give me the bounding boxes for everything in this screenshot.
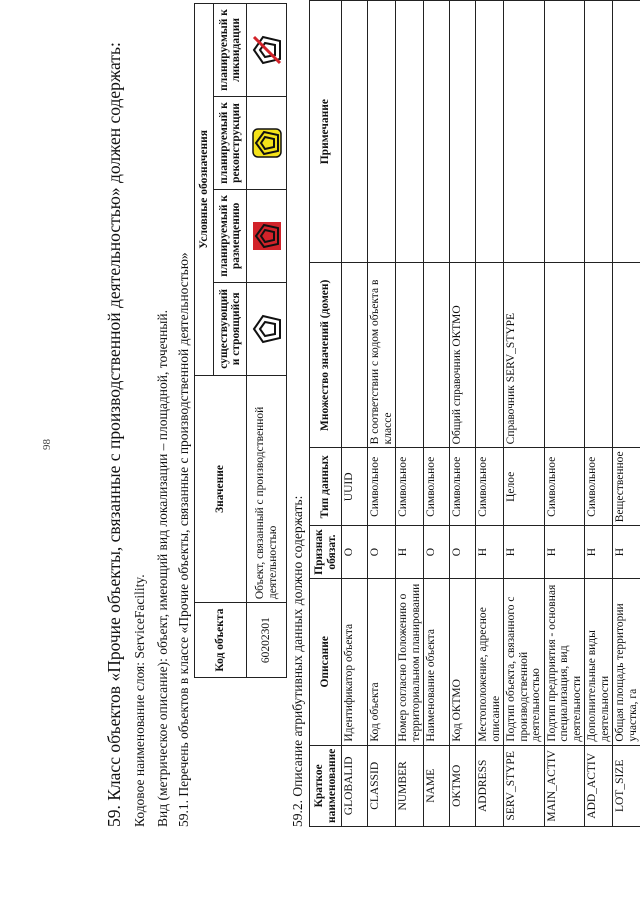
planned-placement-symbol-icon bbox=[247, 189, 287, 282]
table-row bbox=[613, 1, 640, 827]
section-title: 59. Класс объектов «Прочие объекты, связанные с производственной деятельностью» должен содержать: bbox=[104, 42, 124, 827]
cell-domain bbox=[396, 263, 424, 448]
cell-data-type: Символьное bbox=[585, 448, 613, 526]
cell-short-name: OKTMO bbox=[450, 745, 476, 826]
cell-required: Н bbox=[504, 526, 545, 579]
cell-data-type: UUID bbox=[342, 448, 368, 526]
cell-short-name: GLOBALID bbox=[342, 745, 368, 826]
cell-data-type: Символьное bbox=[368, 448, 396, 526]
table-row bbox=[424, 1, 450, 827]
cell-description: Идентификатор объекта bbox=[342, 578, 368, 745]
cell-note bbox=[342, 1, 368, 263]
cell-short-name: ADD_ACTIV bbox=[585, 745, 613, 826]
table-row bbox=[476, 1, 504, 827]
cell-domain bbox=[585, 263, 613, 448]
cell-required: Н bbox=[396, 526, 424, 579]
list-caption: 59.1. Перечень объектов в классе «Прочие объекты, связанные с производственной деятельностью» bbox=[176, 252, 191, 827]
cell-short-name: CLASSID bbox=[368, 745, 396, 826]
cell-required: Н bbox=[613, 526, 640, 579]
cell-data-type: Символьное bbox=[396, 448, 424, 526]
header-symbols: Условные обозначения bbox=[195, 4, 214, 376]
cell-domain bbox=[476, 263, 504, 448]
cell-data-type: Символьное bbox=[476, 448, 504, 526]
cell-domain bbox=[424, 263, 450, 448]
cell-domain bbox=[544, 263, 585, 448]
attributes-table bbox=[309, 0, 640, 827]
page-number: 98 bbox=[41, 439, 53, 450]
object-code: 60202301 bbox=[247, 603, 287, 678]
cell-note bbox=[424, 1, 450, 263]
existing-symbol-icon bbox=[247, 282, 287, 375]
header-planned: планируемый к размещению bbox=[214, 189, 247, 282]
header-note: Примечание bbox=[310, 1, 342, 263]
header-existing: существующий и строящийся bbox=[214, 282, 247, 375]
cell-domain bbox=[342, 263, 368, 448]
cell-domain: Справочник SERV_STYPE bbox=[504, 263, 545, 448]
cell-description: Подтип предприятия - основная специализация, вид деятельности bbox=[544, 578, 585, 745]
cell-description: Номер согласно Положению о территориальном планировании bbox=[396, 578, 424, 745]
table-row bbox=[585, 1, 613, 827]
cell-data-type: Символьное bbox=[544, 448, 585, 526]
table-row bbox=[544, 1, 585, 827]
header-short-name: Краткое наименование bbox=[310, 745, 342, 826]
cell-description: Код ОКТМО bbox=[450, 578, 476, 745]
cell-domain: В соответствии с кодом объекта в классе bbox=[368, 263, 396, 448]
table-row bbox=[342, 1, 368, 827]
table-row bbox=[504, 1, 545, 827]
cell-required: О bbox=[450, 526, 476, 579]
cell-note bbox=[396, 1, 424, 263]
cell-note bbox=[450, 1, 476, 263]
cell-domain bbox=[613, 263, 640, 448]
object-value: Объект, связанный с производственной деятельностью bbox=[247, 375, 287, 602]
header-value: Значение bbox=[195, 375, 247, 602]
cell-required: Н bbox=[544, 526, 585, 579]
header-liquidation: планируемый к ликвидации bbox=[214, 4, 247, 97]
header-reconstruction: планируемый к реконструкции bbox=[214, 96, 247, 189]
cell-description: Общая площадь территории участка, га bbox=[613, 578, 640, 745]
cell-short-name: SERV_STYPE bbox=[504, 745, 545, 826]
code-line: Кодовое наименование слоя: ServiceFacility. bbox=[132, 574, 147, 827]
cell-description: Подтип объекта, связанного с производственной деятельностью bbox=[504, 578, 545, 745]
cell-note bbox=[368, 1, 396, 263]
cell-description: Наименование объекта bbox=[424, 578, 450, 745]
cell-required: Н bbox=[476, 526, 504, 579]
attributes-caption: 59.2. Описание атрибутивных данных должно содержать: bbox=[290, 495, 305, 827]
cell-note bbox=[544, 1, 585, 263]
cell-domain: Общий справочник ОКТМО bbox=[450, 263, 476, 448]
cell-short-name: NAME bbox=[424, 745, 450, 826]
cell-data-type: Символьное bbox=[424, 448, 450, 526]
cell-short-name: LOT_SIZE bbox=[613, 745, 640, 826]
cell-note bbox=[476, 1, 504, 263]
header-description: Описание bbox=[310, 578, 342, 745]
cell-data-type: Вещественное bbox=[613, 448, 640, 526]
cell-note bbox=[585, 1, 613, 263]
table-row bbox=[450, 1, 476, 827]
cell-short-name: NUMBER bbox=[396, 745, 424, 826]
cell-required: О bbox=[368, 526, 396, 579]
header-domain: Множество значений (домен) bbox=[310, 263, 342, 448]
planned-reconstruction-symbol-icon bbox=[247, 96, 287, 189]
cell-description: Дополнительные виды деятельности bbox=[585, 578, 613, 745]
cell-description: Местоположение, адресное описание bbox=[476, 578, 504, 745]
cell-required: О bbox=[424, 526, 450, 579]
cell-description: Код объекта bbox=[368, 578, 396, 745]
header-data-type: Тип данных bbox=[310, 448, 342, 526]
objects-table bbox=[194, 3, 287, 678]
geometry-line: Вид (метрическое описание): объект, имеющий вид локализации – площадной, точечный. bbox=[155, 310, 170, 827]
cell-note bbox=[613, 1, 640, 263]
cell-required: Н bbox=[585, 526, 613, 579]
cell-note bbox=[504, 1, 545, 263]
planned-liquidation-symbol-icon bbox=[247, 4, 287, 97]
cell-short-name: ADDRESS bbox=[476, 745, 504, 826]
cell-short-name: MAIN_ACTIV bbox=[544, 745, 585, 826]
table-row bbox=[396, 1, 424, 827]
header-required: Признак обязат. bbox=[310, 526, 342, 579]
cell-data-type: Символьное bbox=[450, 448, 476, 526]
cell-required: О bbox=[342, 526, 368, 579]
cell-data-type: Целое bbox=[504, 448, 545, 526]
header-code: Код объекта bbox=[195, 603, 247, 678]
table-row bbox=[368, 1, 396, 827]
